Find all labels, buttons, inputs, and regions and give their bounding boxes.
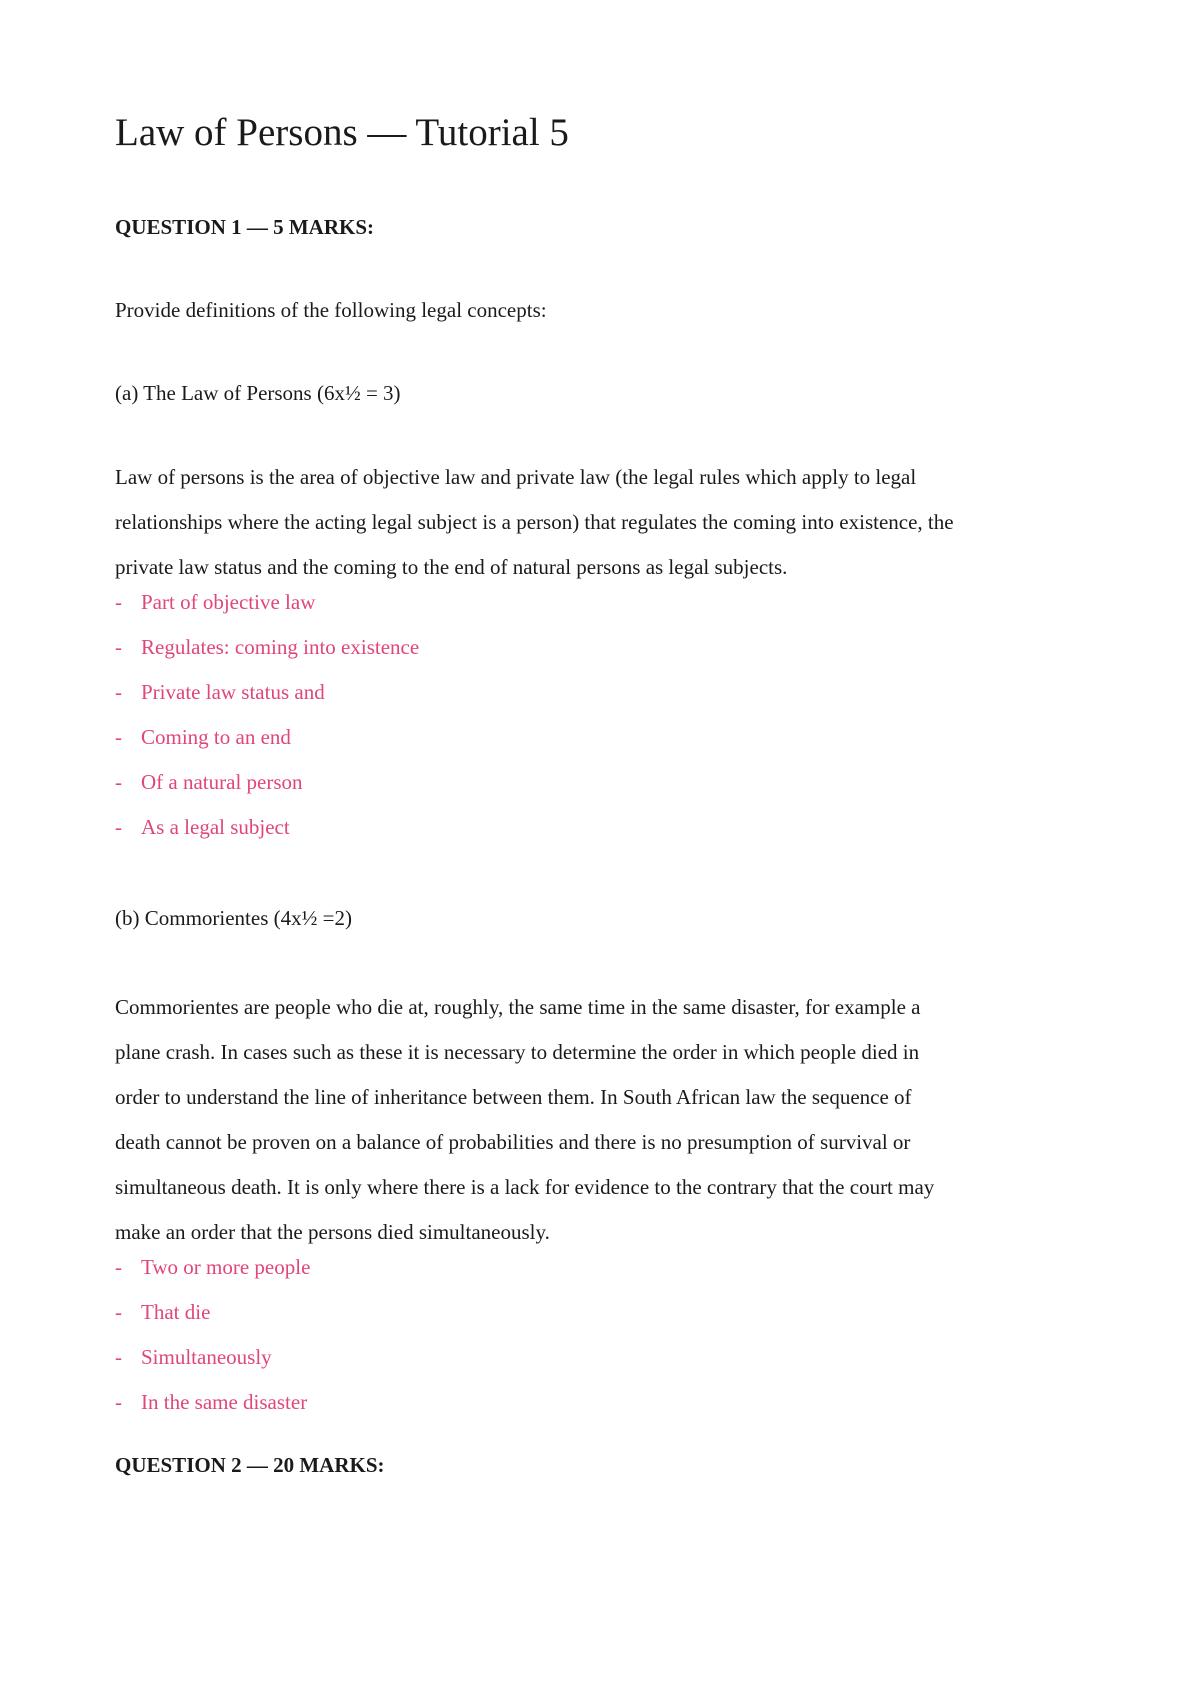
dash-bullet: - (115, 635, 122, 659)
dash-bullet: - (115, 1255, 122, 1279)
question-2-heading: QUESTION 2 — 20 MARKS: (115, 1453, 385, 1477)
dash-bullet: - (115, 815, 122, 839)
part-b-answer-line: death cannot be proven on a balance of probabilities and there is no presumption of survival or (115, 1130, 911, 1154)
list-item: - Simultaneously (115, 1335, 310, 1380)
list-item: - Of a natural person (115, 760, 419, 805)
dash-bullet: - (115, 770, 122, 794)
part-b-answer-line: order to understand the line of inheritance between them. In South African law the sequence of (115, 1085, 912, 1109)
part-b-answer-line: Commorientes are people who die at, roughly, the same time in the same disaster, for example a (115, 995, 921, 1019)
list-item: - As a legal subject (115, 805, 419, 850)
list-item: - In the same disaster (115, 1380, 310, 1425)
question-1-instruction: Provide definitions of the following legal concepts: (115, 298, 547, 322)
list-item: - Regulates: coming into existence (115, 625, 419, 670)
part-b-answer (115, 985, 1105, 1255)
list-item: - Coming to an end (115, 715, 419, 760)
dash-bullet: - (115, 1390, 122, 1414)
part-a-answer-line: private law status and the coming to the end of natural persons as legal subjects. (115, 555, 788, 579)
part-a-answer (115, 455, 1105, 590)
part-a-answer-line: Law of persons is the area of objective law and private law (the legal rules which apply to legal (115, 465, 917, 489)
list-item: - That die (115, 1290, 310, 1335)
list-item: - Two or more people (115, 1245, 310, 1290)
document-title: Law of Persons — Tutorial 5 (115, 111, 569, 154)
part-a-answer-line: relationships where the acting legal subject is a person) that regulates the coming into existence, the (115, 510, 954, 534)
part-a-points (115, 580, 419, 850)
dash-bullet: - (115, 1300, 122, 1324)
dash-bullet: - (115, 680, 122, 704)
part-b-label: (b) Commorientes (4x½ =2) (115, 906, 352, 930)
question-1-heading: QUESTION 1 — 5 MARKS: (115, 215, 375, 239)
part-b-points (115, 1245, 310, 1425)
list-item: - Private law status and (115, 670, 419, 715)
part-b-answer-line: simultaneous death. It is only where there is a lack for evidence to the contrary that the court may (115, 1175, 935, 1199)
part-b-answer-line: make an order that the persons died simultaneously. (115, 1220, 550, 1244)
dash-bullet: - (115, 725, 122, 749)
list-item: - Part of objective law (115, 580, 419, 625)
part-a-label: (a) The Law of Persons (6x½ = 3) (115, 381, 401, 405)
dash-bullet: - (115, 1345, 122, 1369)
dash-bullet: - (115, 590, 122, 614)
part-b-answer-line: plane crash. In cases such as these it is necessary to determine the order in which people died in (115, 1040, 920, 1064)
